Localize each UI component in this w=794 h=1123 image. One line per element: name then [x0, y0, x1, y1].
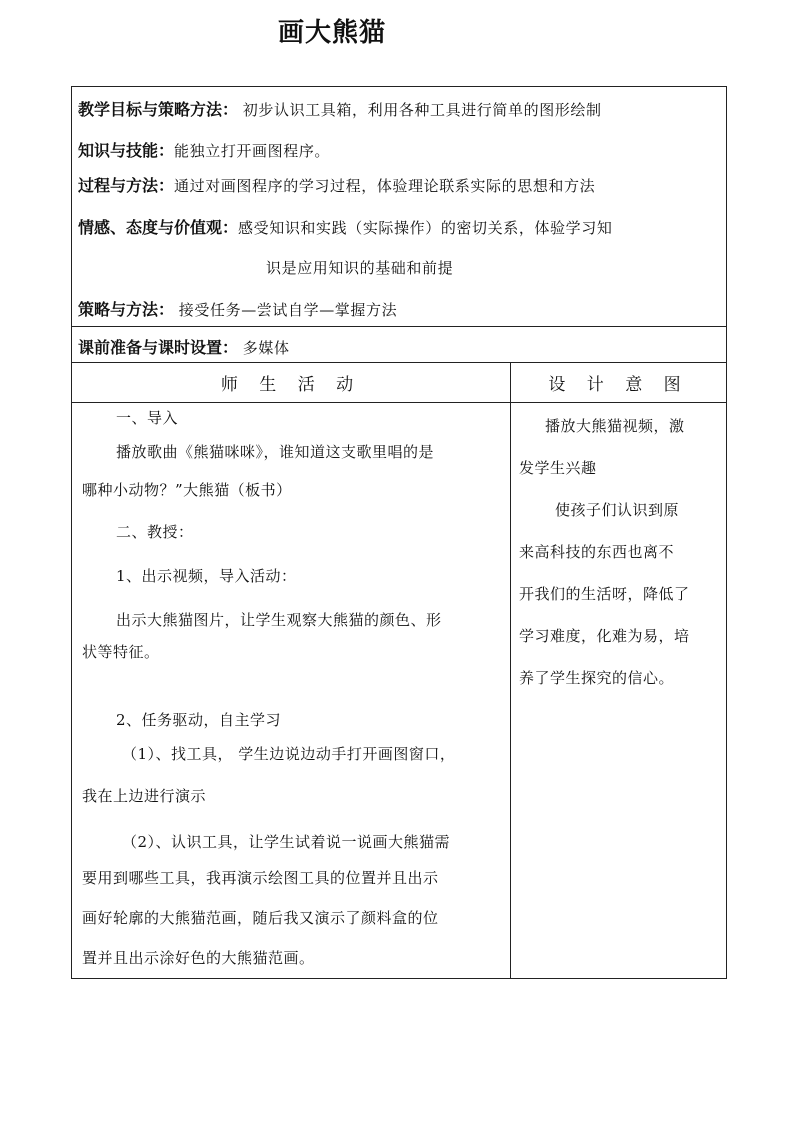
- knowledge-label: 知识与技能：: [78, 141, 175, 160]
- activity-line: 置并且出示涂好色的大熊猫范画。: [82, 949, 315, 967]
- goal-text: 初步认识工具箱，利用各种工具进行简单的图形绘制: [242, 101, 602, 119]
- goal-line: [78, 97, 602, 120]
- process-label: 过程与方法：: [78, 176, 175, 195]
- prep-text: 多媒体: [242, 339, 290, 357]
- emotion-text-2: 识是应用知识的基础和前提: [266, 259, 454, 277]
- process-line: [78, 173, 595, 196]
- activity-line: （1）、找工具， 学生边说边动手打开画图窗口，: [122, 745, 456, 763]
- design-line: 来高科技的东西也离不: [519, 543, 675, 561]
- activity-line: 状等特征。: [82, 643, 160, 661]
- knowledge-line: [78, 138, 330, 161]
- activity-line: 画好轮廓的大熊猫范画，随后我又演示了颜料盒的位: [82, 909, 439, 927]
- knowledge-text: 能独立打开画图程序。: [174, 142, 331, 160]
- table-header-row: [72, 363, 726, 403]
- activity-line: 一、导入: [116, 409, 179, 427]
- design-column-header: 设 计 意 图: [548, 375, 689, 395]
- prep-line: [78, 335, 290, 358]
- activity-cell: [72, 403, 511, 978]
- emotion-label: 情感、态度与价值观：: [78, 218, 239, 237]
- activity-line: 1、出示视频，导入活动：: [116, 567, 297, 585]
- design-cell: [511, 403, 726, 978]
- design-line: 使孩子们认识到原: [555, 501, 680, 519]
- activity-line: 要用到哪些工具，我再演示绘图工具的位置并且出示: [82, 869, 439, 887]
- activity-line: 我在上边进行演示: [82, 787, 207, 805]
- activity-line: 播放歌曲《熊猫咪咪》，谁知道这支歌里唱的是: [116, 443, 435, 461]
- lesson-title: 画大熊猫: [278, 18, 387, 48]
- design-line: 学习难度，化难为易，培: [519, 627, 690, 645]
- strategy-text: 接受任务—尝试自学—掌握方法: [178, 301, 398, 319]
- goal-label: 教学目标与策略方法：: [78, 100, 239, 119]
- objectives-section: [72, 87, 726, 327]
- activity-line: （2）、认识工具，让学生试着说一说画大熊猫需: [122, 833, 451, 851]
- prep-section: [72, 327, 726, 363]
- emotion-line-2: [266, 257, 453, 278]
- strategy-label: 策略与方法：: [78, 300, 175, 319]
- lesson-plan-table: [71, 86, 727, 979]
- design-line: 养了学生探究的信心。: [519, 669, 675, 687]
- activity-line: 哪种小动物？”大熊猫（板书）: [82, 481, 292, 499]
- process-text: 通过对画图程序的学习过程，体验理论联系实际的思想和方法: [174, 177, 596, 195]
- prep-label: 课前准备与课时设置：: [78, 338, 239, 357]
- activity-column-header: 师 生 活 动: [72, 363, 511, 402]
- emotion-text-1: 感受知识和实践（实际操作）的密切关系，体验学习知: [238, 219, 613, 237]
- activity-line: 出示大熊猫图片，让学生观察大熊猫的颜色、形: [116, 611, 442, 629]
- design-line: 发学生兴趣: [519, 459, 597, 477]
- strategy-line: [78, 297, 397, 320]
- activity-line: 2、任务驱动，自主学习: [116, 711, 282, 729]
- activity-line: 二、教授：: [116, 523, 194, 541]
- design-line: 播放大熊猫视频，激: [545, 417, 685, 435]
- emotion-line: [78, 215, 612, 238]
- design-line: 开我们的生活呀，降低了: [519, 585, 690, 603]
- table-body-row: [72, 403, 726, 978]
